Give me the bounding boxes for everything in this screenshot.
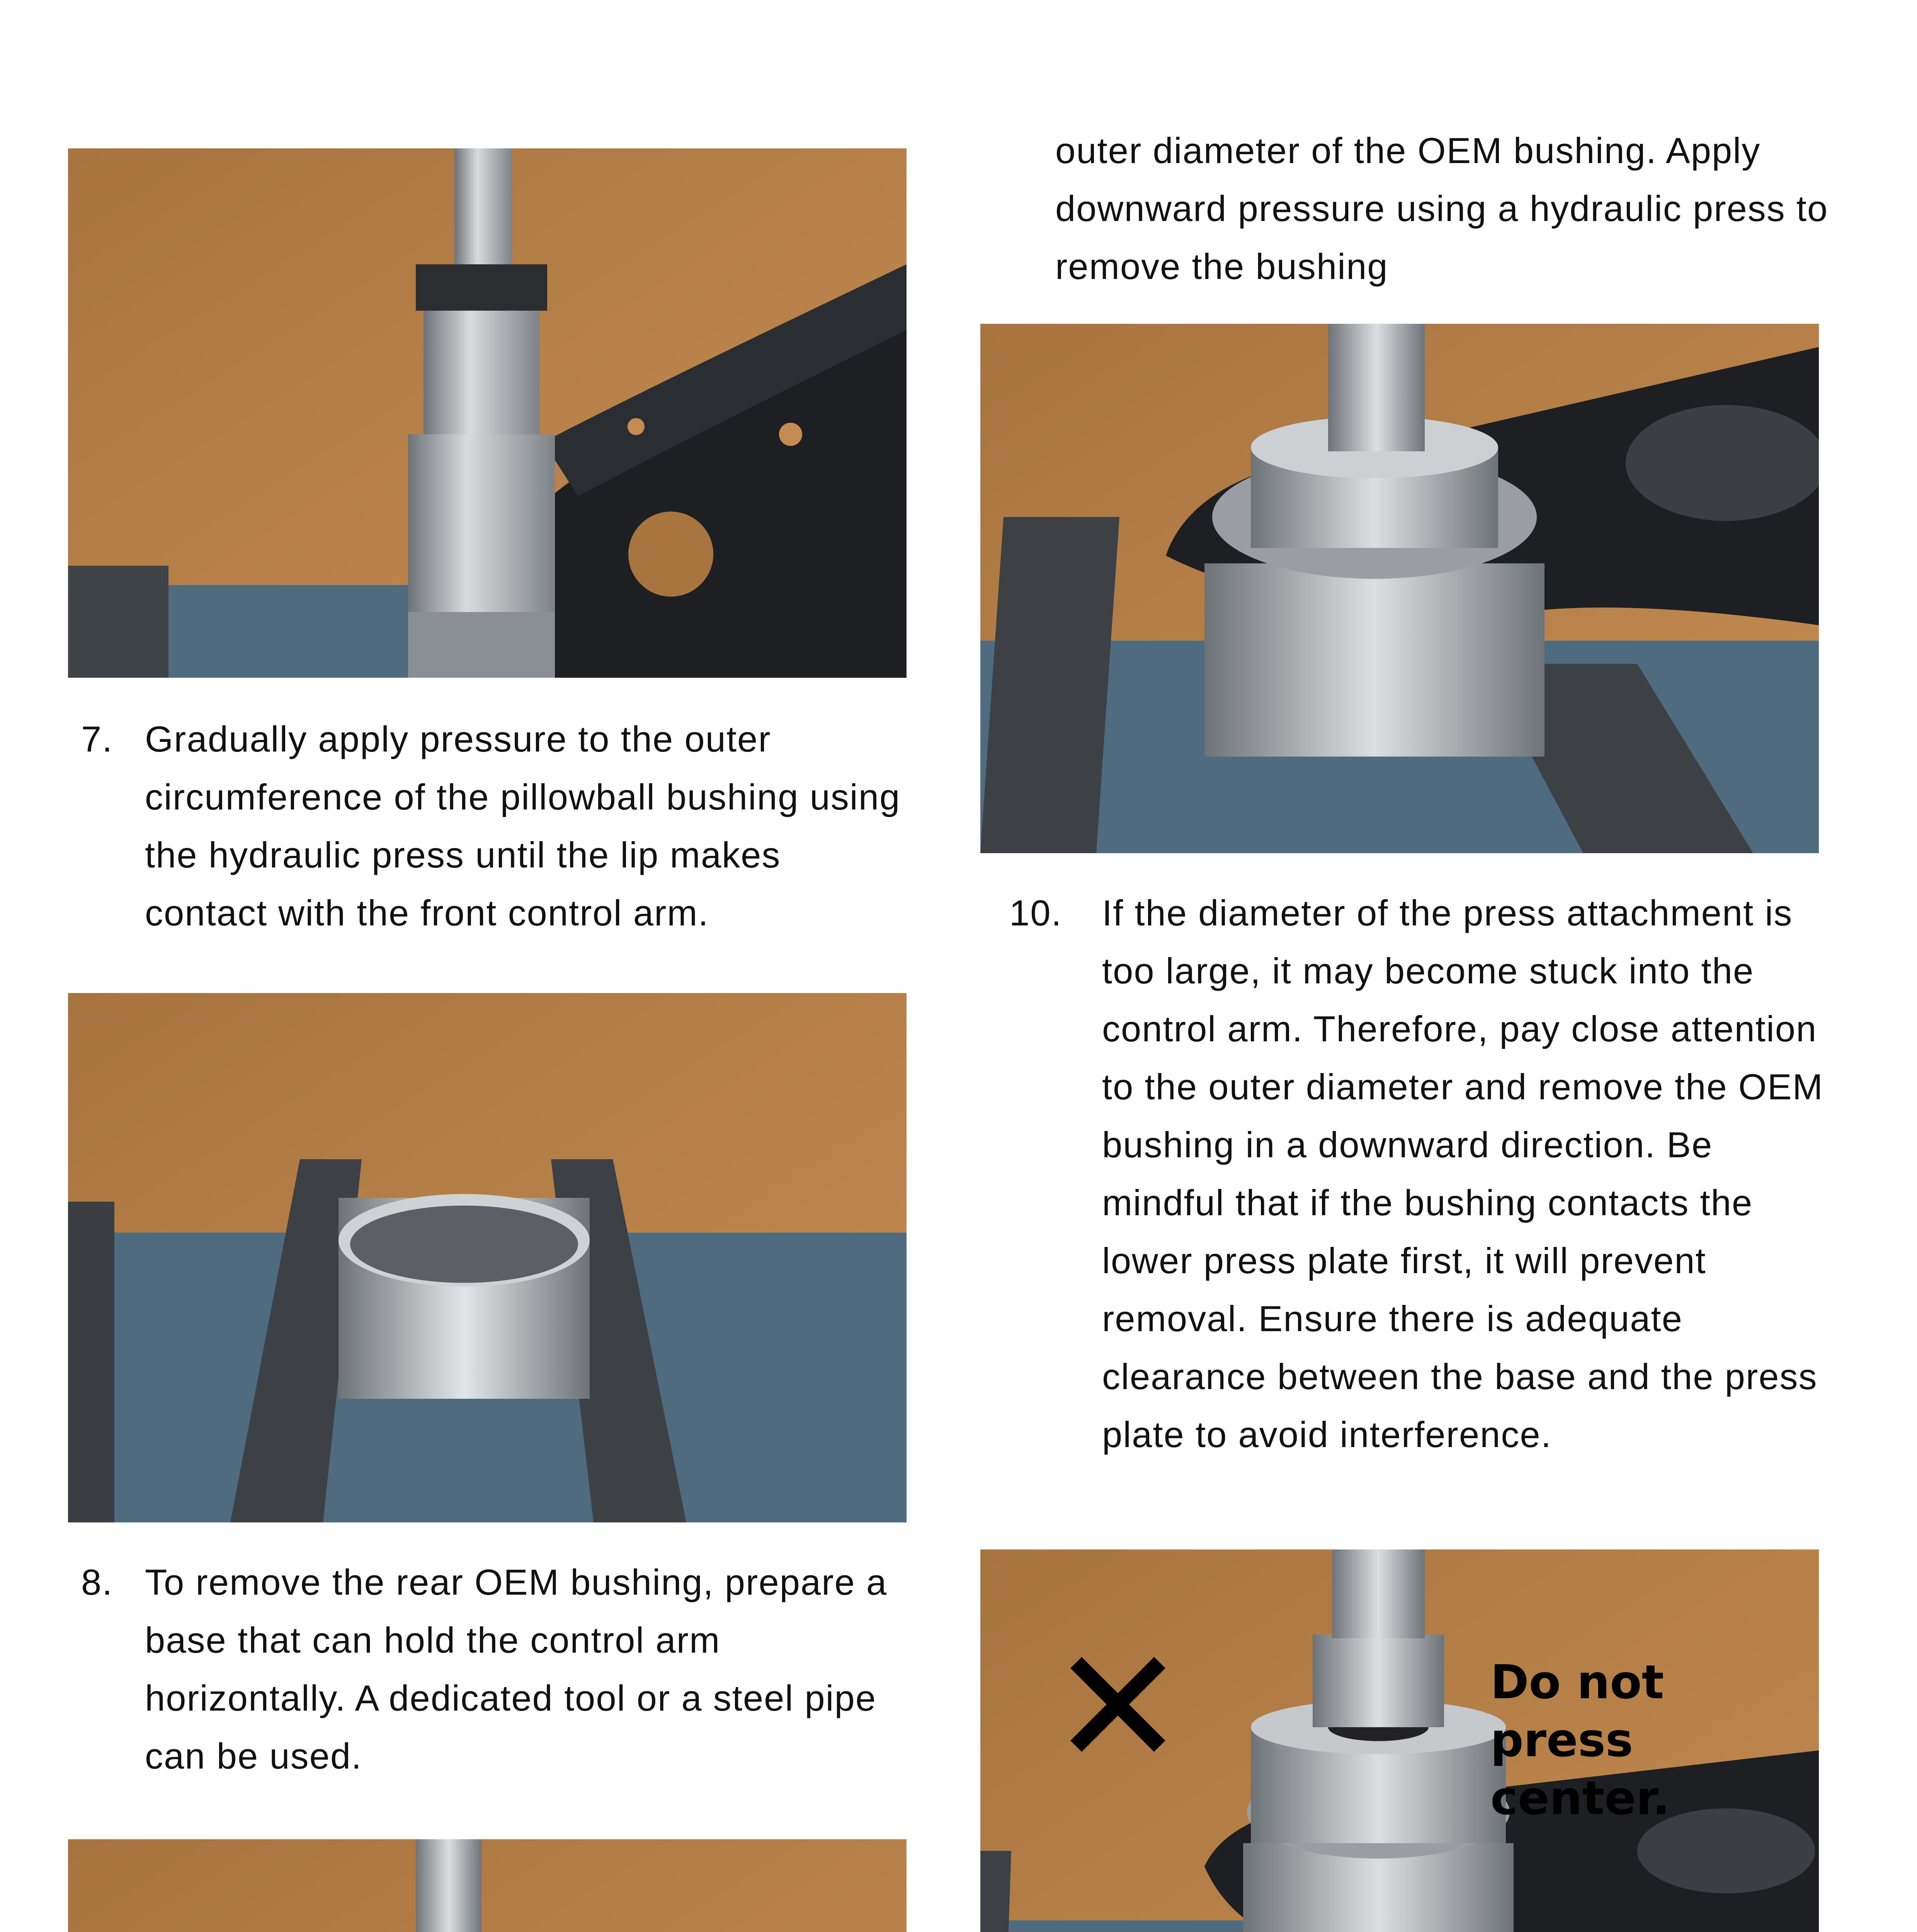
photo-arm-on-base [68, 1839, 907, 1932]
cross-mark-icon: ✕ [1050, 1613, 1186, 1802]
step-9-continuation: outer diameter of the OEM bushing. Apply downward pressure using a hydraulic press to remove the bushing [1055, 130, 1829, 287]
warning-line-2: center. [1490, 1772, 1670, 1825]
warning-line-1: Do not press [1490, 1656, 1664, 1767]
step-text: If the diameter of the press attachment is too large, it may become stuck into the control arm. Therefore, pay close attention to the outer diameter and remove the OEM bushing in a downward direction. Be mindful that if the bushing contacts the lower press plate first, it will prevent removal. Ensure there is adequate clearance between the base and the press plate to avoid interference. [1102, 893, 1823, 1455]
step-number: 8. [81, 1562, 113, 1602]
photo-do-not-press-center [980, 1549, 1819, 1932]
step-text: Gradually apply pressure to the outer circumference of the pillowball bushing using the hydraulic press until the lip makes contact with the front control arm. [145, 719, 901, 933]
photo-press-out-oem-bushing [980, 324, 1819, 853]
step-7 [81, 710, 912, 942]
step-10 [1009, 884, 1840, 1464]
step-8 [81, 1553, 912, 1785]
step-number: 7. [81, 719, 113, 759]
warning-label [1490, 1654, 1819, 1828]
photo-steel-pipe-base [68, 993, 907, 1522]
photo-press-pillowball-bushing [68, 148, 907, 678]
step-number: 10. [1009, 893, 1062, 933]
step-text: To remove the rear OEM bushing, prepare a base that can hold the control arm horizontally. A dedicated tool or a steel pipe can be used. [145, 1562, 888, 1776]
